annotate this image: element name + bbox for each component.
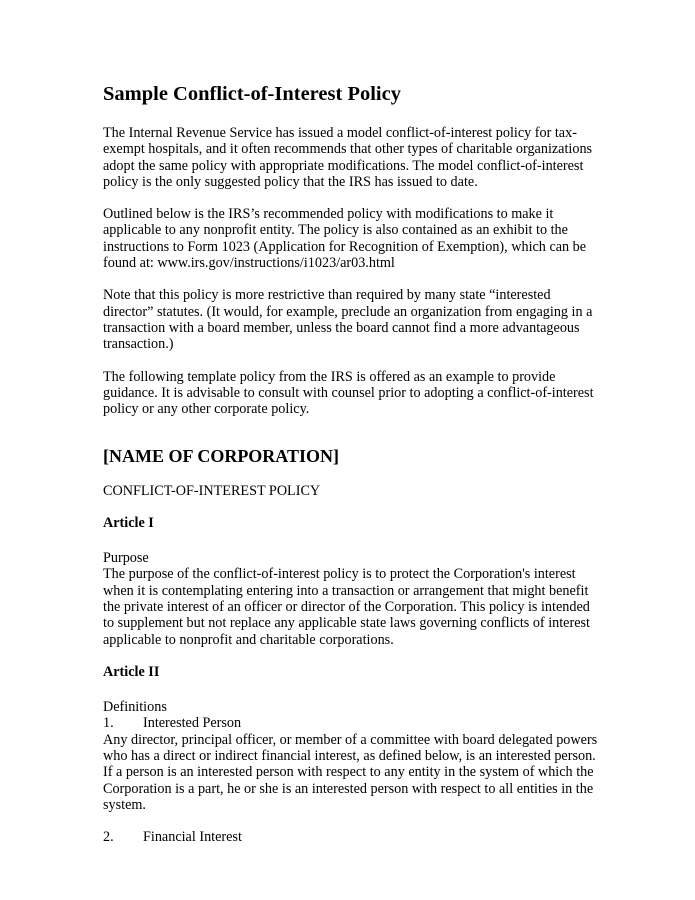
definition-item-2-number: 2. [103,829,114,846]
intro-paragraph-4: The following template policy from the IRS is offered as an example to provide guidance. It is advisable to consult with counsel prior to adopting a conflict-of-interest policy or any other corporate policy. [103,368,594,418]
article-1-heading: Article I [103,514,154,531]
article-2-item-2 [103,829,603,845]
intro-paragraph-1: The Internal Revenue Service has issued a model conflict-of-interest policy for tax-exempt hospitals, and it often recommends that other types of charitable organizations adopt the same policy with appropriate modifications. The model conflict-of-interest policy is the only suggested policy that the IRS has issued to date. [103,125,593,190]
intro-paragraph-2: Outlined below is the IRS’s recommended policy with modifications to make it applicable to any nonprofit entity. The policy is also contained as an exhibit to the instructions to Form 1023 (Application for Recognition of Exemption), which can be found at: www.irs.gov/instructions/i1023/ar03.html [103,206,587,272]
corporation-name-heading: [NAME OF CORPORATION] [103,446,339,467]
article-2-section [103,699,603,813]
document-title: Sample Conflict-of-Interest Policy [103,83,401,105]
definition-item-1 [103,715,603,731]
intro-paragraph-3: Note that this policy is more restrictive than required by many state “interested director” statutes. (It would, for example, preclude an organization from engaging in a transaction with a board member, unless the board cannot find a more advantageous transaction.) [103,287,593,353]
definition-item-1-text: Any director, principal officer, or member of a committee with board delegated powers who has a direct or indirect financial interest, as defined below, is an interested person. If a person is an interested person with respect to any entity in the system of which the Corporation is a part, he or she is an interested person with respect to all entities in the system. [103,731,598,813]
article-1-text: The purpose of the conflict-of-interest policy is to protect the Corporation's interest when it is contemplating entering into a transaction or arrangement that might benefit the private interest of an officer or director of the Corporation. This policy is intended to supplement but not replace any applicable state laws governing conflicts of interest applicable to nonprofit and charitable corporations. [103,566,590,648]
definition-item-1-number: 1. [103,715,114,732]
policy-title: CONFLICT-OF-INTEREST POLICY [103,483,321,500]
definition-item-2 [103,829,603,845]
article-2-subheading: Definitions [103,699,167,716]
definition-item-1-label: Interested Person [143,715,242,732]
document-body [103,82,603,862]
article-2-heading: Article II [103,663,160,680]
article-1-subheading: Purpose [103,550,149,567]
article-1-section [103,550,603,648]
definition-item-2-label: Financial Interest [143,829,242,846]
